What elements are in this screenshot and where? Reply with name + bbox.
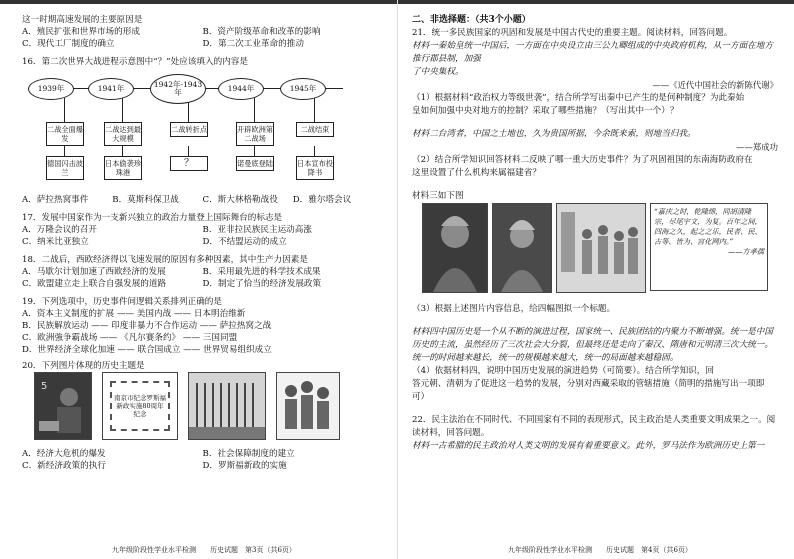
option-a: A．经济大危机的爆发 — [22, 449, 106, 459]
timeline-year: 1945年 — [280, 78, 326, 100]
timeline-year: 1944年 — [218, 78, 264, 100]
option-d: D．雅尔塔会议 — [292, 195, 352, 205]
material-1: 材料一秦始皇统一中国后，一方面在中央设立由三公九卿组成的中央政府机构，从一方面在地方推行郡县制，加强 — [412, 41, 773, 64]
timeline-event-box: 二战结束 — [296, 122, 334, 137]
mural-image — [556, 203, 646, 293]
q18-stem: 18．二战后，西欧经济得以飞速发展的原因有多种因素，其中生产力因素是 — [22, 255, 308, 265]
q21-stem: 21．统一多民族国家的巩固和发展是中国古代史的重要主题。阅读材料，回答问题。 — [412, 28, 733, 38]
option-b: B．资产阶级革命和改革的影响 — [202, 27, 321, 37]
svg-text:5: 5 — [41, 381, 48, 392]
q21-3: （3）根据上述图片内容信息，给四幅图拟一个标题。 — [412, 304, 616, 314]
option-a: A．萨拉热窝事件 — [22, 195, 89, 205]
timeline-event-box: 开辟欧洲第二战场 — [236, 122, 274, 146]
page-footer: 九年级阶段性学业水平检测 历史试题 第4页（共6页） — [508, 546, 692, 554]
option-c: C．欧洲強争霸战场 —— 《凡尔赛条约》 —— 三国同盟 — [22, 333, 238, 343]
material-1-source: ——《近代中国社会的新陈代谢》 — [652, 80, 778, 90]
timeline-year: 1942年-1943年 — [150, 74, 206, 104]
material-4: 材料四中国历史是一个从不断的演进过程，国家统一、民族团结的内聚力不断增强。统一是中国 — [412, 327, 773, 337]
dam-project-image — [188, 372, 266, 440]
q15-tail: 这一时期高速发展的主要原因是 — [22, 15, 143, 25]
option-c: C．欧盟建立走上联合自强发展的道路 — [22, 279, 167, 289]
q21-4: （4）依据材料四，说明中国历史发展的演进趋势（可简要）。结合所学知识，回 — [412, 366, 714, 376]
calligraphy-author: ——方孝孺 — [728, 247, 764, 256]
option-d: D．罗斯福新政的实施 — [202, 461, 287, 471]
calligraphy-quote — [650, 203, 768, 291]
q16-options — [22, 194, 383, 206]
option-d: D．不结盟运动的成立 — [202, 237, 287, 247]
portrait-image-2 — [492, 203, 552, 293]
material-3-label: 材料三如下图 — [412, 191, 464, 201]
timeline-event-box: 二战达到最大规模 — [104, 122, 142, 146]
option-c: C．新经济政策的执行 — [22, 461, 106, 471]
page-4: 二、非选择题：（共3个小题） 21．统一多民族国家的巩固和发展是中国古代史的重要主题。阅读材料，回答问题。 材料一秦始皇统一中国后，一方面在中央设立由三公九卿组成的中央政府机构，从一方面在地方推行郡县制，加强 了中央集权。 ——《近代中国社会的新陈代谢》 （1）根据材料“政治权力等级世袭”，结合所学写出秦中已产生的是何种制度？为此秦始 皇如何加强中央对地方的控制？采取了哪些措施？（写出其中一个）？ 材料二台湾者，中国之土地也，久为贵国所据，今余既来索，则地当归我。 ——郑成功 （2）结合所学知识回答材料二反映了哪一重大历史事件？为了巩固祖国的东南海防政府在 这里设置了什么机构来属福建省？ 材料三如下图 “嘉庆之时，乾隆绵，同胡清隆宗，尽尾宇文，为复。百年之间，四海之久，起之之乐，民者、民、古等、皆为、宫化网内。” ——方孝孺 （3）根据上述图片内容信息，给四幅图拟一个标题。 材料四中国历史是一个从不断的演进过程，国家统一、民族团结的内聚力不断增强。统一是中国 历史的主流，虽然经历了三次社会大分裂，但最终还是走向了秦汉、隋唐和元明清三次大统一。 统一的时间越来越长，统一的规模越来越大，统一的局面越来越稳固。 （4）依据材料四，说明中国历史发展的演进趋势（可简要）。结合所学知识，回 答元朝、清朝为了促进这一趋势的发展，分别对西藏采取的管辖措施（简明的措施写出一项即 可） 22．民主法治在不同时代、不同国家有不同的表现形式，民主政治是人类重要文明成果之一。阅 读材料，回答问题。 材料一古希腊的民主政治对人类文明的发展有着重要意义。此外，罗马法作为欧洲历史上第一 九年级阶段性学业水平检测 历史试题 第4页（共6页） — [397, 0, 794, 559]
stamp-caption: 南京市纪念罗斯福新政实施80周年纪念 — [110, 381, 170, 431]
q22-material-1: 材料一古希腊的民主政治对人类文明的发展有着重要意义。此外，罗马法作为欧洲历史上第一 — [412, 441, 765, 451]
material-2-source: ——郑成功 — [736, 142, 778, 152]
option-d: D．世界经济全球化加速 —— 联合国成立 —— 世界贸易组织成立 — [22, 345, 272, 355]
material-3-images — [412, 203, 778, 303]
q19-stem: 19．下列选项中，历史事件间逻辑关系排列正确的是 — [22, 297, 222, 307]
option-a: A．资本主义制度的扩展 —— 美国内战 —— 日本明治维新 — [22, 309, 246, 319]
timeline-event-box: 日本宣布投降书 — [296, 156, 334, 180]
timeline-event-box: 二战转折点 — [170, 122, 208, 137]
page-footer: 九年级阶段性学业水平检测 历史试题 第3页（共6页） — [112, 546, 296, 554]
section-heading: 二、非选择题：（共3个小题） — [412, 15, 531, 25]
option-c: C．纳米比亚独立 — [22, 237, 89, 247]
q21-1: （1）根据材料“政治权力等级世袭”，结合所学写出秦中已产生的是何种制度？为此秦始 — [412, 93, 745, 103]
timeline-event-box: 德国闪击波兰 — [46, 156, 84, 180]
option-b: B．社会保障制度的建立 — [202, 449, 295, 459]
ww2-timeline-diagram — [22, 70, 383, 192]
q15-options — [22, 26, 383, 38]
timeline-event-box: 二战全面爆发 — [46, 122, 84, 146]
q20-stem: 20．下列图片体现的历史主题是 — [22, 361, 145, 371]
commemorative-stamp-image — [102, 372, 178, 440]
option-d: D．第二次工业革命的推动 — [202, 39, 304, 49]
q22-stem: 22．民主法治在不同时代、不同国家有不同的表现形式，民主政治是人类重要文明成果之一。阅 — [412, 415, 776, 425]
timeline-question-box: ？ — [170, 156, 208, 171]
material-2: 材料二台湾者，中国之土地也，久为贵国所据，今余既来索，则地当归我。 — [412, 129, 696, 139]
calligraphy-text: “嘉庆之时，乾隆绵，同胡清隆宗，尽尾宇文，为复。百年之间，四海之久，起之之乐，民者、民、古等、皆为、宫化网内。” — [654, 207, 762, 246]
q20-pictures — [22, 372, 383, 448]
option-b: B．采用最先进的科学技术成果 — [202, 267, 321, 277]
option-c: C．斯大林格勒战役 — [202, 195, 278, 205]
timeline-year: 1941年 — [88, 78, 134, 100]
depression-poster-image — [34, 372, 92, 440]
option-a: A．殖民扩张和世界市场的形成 — [22, 27, 140, 37]
timeline-event-box: 诺曼底登陆 — [236, 156, 274, 171]
option-a: A．马歇尔计划加速了西欧经济的发展 — [22, 267, 166, 277]
option-b: B．莫斯科保卫战 — [112, 195, 179, 205]
timeline-event-box: 日本偷袭珍珠港 — [104, 156, 142, 180]
portrait-image-1 — [422, 203, 488, 293]
q21-2: （2）结合所学知识回答材料二反映了哪一重大历史事件？为了巩固祖国的东南海防政府在 — [412, 155, 753, 165]
option-b: B．民族解放运动 —— 印度非暴力不合作运动 —— 萨拉热窝之战 — [22, 321, 272, 331]
q17-stem: 17．发展中国家作为一支新兴独立的政治力量登上国际舞台的标志是 — [22, 213, 283, 223]
q16-stem: 16．第二次世界大战进程示意图中“？”处应该填入的内容是 — [22, 57, 248, 67]
option-c: C．现代工厂制度的确立 — [22, 39, 115, 49]
workers-crowd-image — [276, 372, 340, 440]
option-a: A．万隆会议的召开 — [22, 225, 97, 235]
option-b: B．亚非拉民族民主运动高涨 — [202, 225, 312, 235]
timeline-year: 1939年 — [28, 78, 74, 100]
option-d: D．制定了恰当的经济发展政策 — [202, 279, 322, 289]
